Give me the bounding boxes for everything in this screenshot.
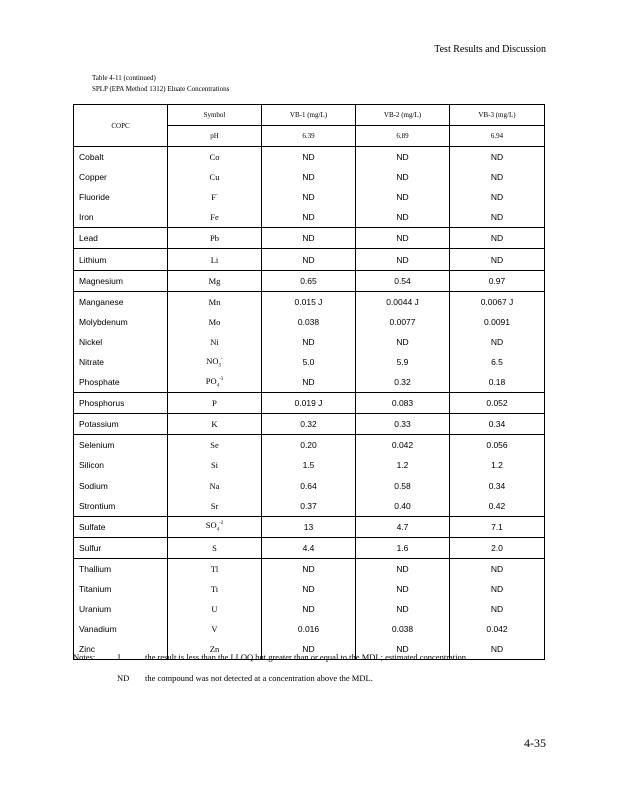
- copc-name: Silicon: [74, 455, 168, 475]
- copc-name: Uranium: [74, 599, 168, 619]
- vb1-value: 0.038: [262, 312, 356, 332]
- symbol-text: Ti: [210, 584, 219, 595]
- symbol-text: V: [211, 624, 218, 635]
- copc-symbol: [168, 167, 262, 187]
- symbol-charge: -3: [219, 376, 224, 382]
- vb3-header: VB-3 (mg/L): [450, 105, 545, 126]
- table-row: [74, 187, 545, 207]
- vb2-value: 0.0044 J: [356, 291, 450, 312]
- note-j: [73, 652, 553, 673]
- ph-vb3: 6.94: [450, 126, 545, 147]
- copc-name: Phosphorus: [74, 393, 168, 414]
- table-row: [74, 167, 545, 187]
- symbol-text: Sr: [210, 500, 219, 511]
- vb3-value: 0.18: [450, 372, 545, 393]
- vb3-value: 0.0067 J: [450, 291, 545, 312]
- vb1-value: 0.65: [262, 270, 356, 291]
- copc-symbol: [168, 372, 262, 393]
- copc-symbol: [168, 187, 262, 207]
- vb1-value: ND: [262, 332, 356, 352]
- notes-section: [73, 652, 553, 694]
- copc-name: Nickel: [74, 332, 168, 352]
- copc-name: Potassium: [74, 414, 168, 435]
- vb2-value: ND: [356, 332, 450, 352]
- copc-name: Nitrate: [74, 352, 168, 372]
- vb1-value: ND: [262, 187, 356, 207]
- copc-symbol: [168, 476, 262, 496]
- vb3-value: 1.2: [450, 455, 545, 475]
- vb2-value: ND: [356, 558, 450, 579]
- vb3-value: 0.34: [450, 414, 545, 435]
- table-row: [74, 599, 545, 619]
- vb2-header: VB-2 (mg/L): [356, 105, 450, 126]
- vb1-value: ND: [262, 579, 356, 599]
- vb1-value: 0.016: [262, 619, 356, 639]
- copc-symbol: [168, 291, 262, 312]
- symbol-text: SO: [205, 520, 217, 531]
- vb3-value: ND: [450, 187, 545, 207]
- vb1-value: 0.64: [262, 476, 356, 496]
- symbol-text: K: [211, 419, 218, 430]
- note-code: ND: [117, 673, 130, 683]
- table-row: [74, 537, 545, 558]
- vb3-value: ND: [450, 558, 545, 579]
- vb2-value: ND: [356, 228, 450, 249]
- copc-symbol: [168, 147, 262, 168]
- copc-name: Lead: [74, 228, 168, 249]
- vb2-value: 1.6: [356, 537, 450, 558]
- page-number: 4-35: [524, 736, 546, 750]
- copc-symbol: [168, 228, 262, 249]
- vb3-value: ND: [450, 167, 545, 187]
- copc-name: Selenium: [74, 435, 168, 456]
- vb1-value: ND: [262, 228, 356, 249]
- vb2-value: ND: [356, 249, 450, 270]
- table-caption: [92, 73, 229, 95]
- note-code: J: [117, 652, 121, 662]
- vb1-value: ND: [262, 639, 356, 660]
- symbol-text: U: [211, 604, 218, 615]
- table-row: [74, 147, 545, 168]
- symbol-text: F: [211, 192, 217, 203]
- vb2-value: 0.40: [356, 496, 450, 517]
- vb3-value: ND: [450, 579, 545, 599]
- table-row: [74, 372, 545, 393]
- table-row: [74, 496, 545, 517]
- vb2-value: 0.0077: [356, 312, 450, 332]
- note-text: the result is less than the LLOQ but greater than or equal to the MDL; estimated concentration.: [145, 652, 469, 662]
- vb2-value: ND: [356, 167, 450, 187]
- section-header: Test Results and Discussion: [434, 44, 546, 55]
- vb2-value: 5.9: [356, 352, 450, 372]
- symbol-text: Fe: [210, 212, 219, 223]
- copc-name: Fluoride: [74, 187, 168, 207]
- symbol-text: Mo: [208, 316, 221, 327]
- table-row: [74, 312, 545, 332]
- copc-symbol: [168, 496, 262, 517]
- note-text: the compound was not detected at a concentration above the MDL.: [145, 673, 373, 683]
- symbol-subscript: 4: [216, 383, 220, 389]
- vb3-value: ND: [450, 599, 545, 619]
- table-row: [74, 455, 545, 475]
- vb2-value: 0.083: [356, 393, 450, 414]
- copc-symbol: [168, 435, 262, 456]
- copc-name: Sulfur: [74, 537, 168, 558]
- copc-symbol: [168, 414, 262, 435]
- vb1-value: 0.37: [262, 496, 356, 517]
- table-row: [74, 476, 545, 496]
- table-row: [74, 393, 545, 414]
- copc-symbol: [168, 393, 262, 414]
- vb1-value: 0.32: [262, 414, 356, 435]
- vb1-value: ND: [262, 372, 356, 393]
- vb2-value: ND: [356, 207, 450, 228]
- vb3-value: 0.052: [450, 393, 545, 414]
- vb3-value: ND: [450, 332, 545, 352]
- vb1-value: ND: [262, 599, 356, 619]
- table-row: [74, 352, 545, 372]
- symbol-text: Tl: [210, 563, 219, 574]
- vb3-value: 0.97: [450, 270, 545, 291]
- copc-symbol: [168, 558, 262, 579]
- vb1-value: 0.015 J: [262, 291, 356, 312]
- vb3-value: 0.042: [450, 619, 545, 639]
- vb3-value: 0.42: [450, 496, 545, 517]
- note-nd: [73, 673, 553, 694]
- table-row: [74, 228, 545, 249]
- copc-name: Iron: [74, 207, 168, 228]
- vb2-value: 0.042: [356, 435, 450, 456]
- symbol-text: Mg: [208, 275, 221, 286]
- copc-symbol: [168, 619, 262, 639]
- symbol-text: Li: [210, 254, 219, 265]
- copc-symbol: [168, 579, 262, 599]
- copc-name: Manganese: [74, 291, 168, 312]
- vb2-value: 4.7: [356, 516, 450, 537]
- vb1-value: ND: [262, 167, 356, 187]
- table-row: [74, 558, 545, 579]
- vb2-value: ND: [356, 147, 450, 168]
- symbol-text: P: [212, 398, 217, 409]
- copc-name: Titanium: [74, 579, 168, 599]
- copc-name: Lithium: [74, 249, 168, 270]
- copc-header: COPC: [74, 105, 168, 147]
- table-row: [74, 332, 545, 352]
- vb1-header: VB-1 (mg/L): [262, 105, 356, 126]
- vb3-value: ND: [450, 249, 545, 270]
- vb2-value: 0.58: [356, 476, 450, 496]
- symbol-text: Si: [210, 460, 219, 471]
- copc-symbol: [168, 455, 262, 475]
- table-header-row: [74, 105, 545, 126]
- copc-name: Strontium: [74, 496, 168, 517]
- table-row: [74, 249, 545, 270]
- vb3-value: ND: [450, 228, 545, 249]
- copc-symbol: [168, 270, 262, 291]
- vb3-value: ND: [450, 147, 545, 168]
- symbol-text: Co: [209, 152, 220, 163]
- vb3-value: 0.0091: [450, 312, 545, 332]
- symbol-header: Symbol: [168, 105, 262, 126]
- symbol-text: PO: [205, 375, 217, 386]
- ph-vb1: 6.39: [262, 126, 356, 147]
- table-caption-subtitle: SPLP (EPA Method 1312) Eluate Concentrations: [92, 85, 230, 93]
- vb3-value: 0.34: [450, 476, 545, 496]
- symbol-charge: -: [221, 356, 223, 362]
- copc-symbol: [168, 249, 262, 270]
- table-row: [74, 619, 545, 639]
- vb3-value: 7.1: [450, 516, 545, 537]
- copc-symbol: [168, 516, 262, 537]
- table-row: [74, 579, 545, 599]
- symbol-text: NO: [206, 355, 219, 366]
- vb1-value: 4.4: [262, 537, 356, 558]
- table-row: [74, 414, 545, 435]
- copc-symbol: [168, 599, 262, 619]
- vb2-value: ND: [356, 599, 450, 619]
- table-row: [74, 516, 545, 537]
- vb3-value: ND: [450, 639, 545, 660]
- vb2-value: 0.54: [356, 270, 450, 291]
- eluate-concentrations-table: [73, 104, 545, 660]
- copc-name: Copper: [74, 167, 168, 187]
- symbol-subscript: 4: [216, 528, 220, 534]
- copc-symbol: [168, 312, 262, 332]
- vb3-value: 2.0: [450, 537, 545, 558]
- symbol-text: Ni: [210, 336, 219, 347]
- vb3-value: 6.5: [450, 352, 545, 372]
- copc-name: Phosphate: [74, 372, 168, 393]
- vb1-value: ND: [262, 207, 356, 228]
- copc-name: Sulfate: [74, 516, 168, 537]
- copc-symbol: [168, 537, 262, 558]
- vb1-value: 0.20: [262, 435, 356, 456]
- vb2-value: 0.32: [356, 372, 450, 393]
- symbol-text: Mn: [208, 296, 221, 307]
- copc-name: Thallium: [74, 558, 168, 579]
- vb1-value: ND: [262, 558, 356, 579]
- symbol-text: Cu: [209, 172, 220, 183]
- symbol-text: Se: [210, 440, 219, 451]
- vb2-value: 0.33: [356, 414, 450, 435]
- notes-label: Notes:: [73, 652, 96, 662]
- copc-name: Sodium: [74, 476, 168, 496]
- vb2-value: 0.038: [356, 619, 450, 639]
- vb1-value: 0.019 J: [262, 393, 356, 414]
- symbol-subscript: 3: [218, 363, 222, 369]
- table-row: [74, 207, 545, 228]
- table-caption-title: Table 4-11 (continued): [92, 74, 156, 82]
- vb1-value: 5.0: [262, 352, 356, 372]
- copc-symbol: [168, 352, 262, 372]
- vb2-value: 1.2: [356, 455, 450, 475]
- table-row: [74, 435, 545, 456]
- table-row: [74, 291, 545, 312]
- symbol-text: Zn: [209, 644, 220, 655]
- vb1-value: 13: [262, 516, 356, 537]
- copc-name: Cobalt: [74, 147, 168, 168]
- copc-symbol: [168, 207, 262, 228]
- vb1-value: ND: [262, 249, 356, 270]
- copc-name: Zinc: [74, 639, 168, 660]
- symbol-text: S: [212, 542, 217, 553]
- vb3-value: ND: [450, 207, 545, 228]
- table-row: [74, 270, 545, 291]
- copc-name: Molybdenum: [74, 312, 168, 332]
- ph-vb2: 6.89: [356, 126, 450, 147]
- ph-label: pH: [168, 126, 262, 147]
- copc-name: Vanadium: [74, 619, 168, 639]
- vb2-value: ND: [356, 639, 450, 660]
- vb1-value: 1.5: [262, 455, 356, 475]
- vb3-value: 0.056: [450, 435, 545, 456]
- vb2-value: ND: [356, 187, 450, 207]
- symbol-text: Pb: [210, 233, 219, 244]
- vb2-value: ND: [356, 579, 450, 599]
- symbol-text: Na: [209, 480, 220, 491]
- vb1-value: ND: [262, 147, 356, 168]
- copc-symbol: [168, 332, 262, 352]
- copc-name: Magnesium: [74, 270, 168, 291]
- symbol-charge: -: [216, 193, 218, 199]
- symbol-charge: -2: [219, 521, 224, 527]
